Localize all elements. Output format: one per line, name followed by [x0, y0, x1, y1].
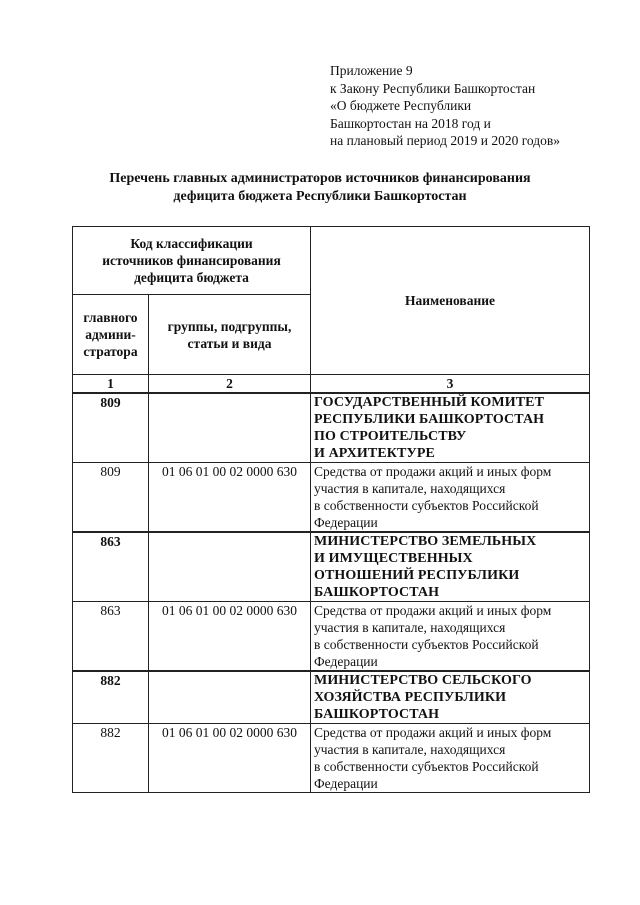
classification-code	[149, 393, 311, 463]
agency-name	[311, 671, 590, 724]
name-line: участия в капитале, находящихся	[314, 742, 506, 757]
header-row-top	[73, 227, 590, 295]
classification-code	[149, 532, 311, 602]
administrators-table	[72, 226, 590, 793]
column-number-row	[73, 375, 590, 394]
name-line: РЕСПУБЛИКИ БАШКОРТОСТАН	[314, 412, 545, 427]
header-line: источников финансирования	[102, 253, 281, 268]
name-line: БАШКОРТОСТАН	[314, 585, 440, 600]
name-line: ХОЗЯЙСТВА РЕСПУБЛИКИ	[314, 690, 507, 705]
source-name	[311, 463, 590, 533]
name-line: в собственности субъектов Российской	[314, 637, 539, 652]
table-row	[73, 463, 590, 533]
admin-code: 882	[73, 724, 149, 793]
classification-code-header	[73, 227, 311, 295]
table-row	[73, 724, 590, 793]
name-line: И АРХИТЕКТУРЕ	[314, 446, 435, 461]
appendix-line: Приложение 9	[330, 63, 413, 78]
header-line: статьи и вида	[187, 335, 272, 351]
appendix-line: «О бюджете Республики	[330, 98, 472, 113]
title-line: дефицита бюджета Республики Башкортостан	[173, 189, 467, 204]
name-line: участия в капитале, находящихся	[314, 481, 506, 496]
column-number: 3	[311, 375, 590, 394]
name-line: БАШКОРТОСТАН	[314, 707, 440, 722]
name-line: И ИМУЩЕСТВЕННЫХ	[314, 551, 473, 566]
name-line: ОТНОШЕНИЙ РЕСПУБЛИКИ	[314, 568, 520, 583]
header-line: стратора	[83, 344, 138, 359]
code-header	[149, 295, 311, 375]
agency-name	[311, 393, 590, 463]
name-line: Средства от продажи акций и иных форм	[314, 464, 552, 479]
appendix-line: Башкортостан на 2018 год и	[330, 115, 491, 131]
name-line: в собственности субъектов Российской	[314, 759, 539, 774]
classification-code	[149, 671, 311, 724]
admin-code: 809	[73, 393, 149, 463]
name-line: Федерации	[314, 776, 378, 791]
source-name	[311, 724, 590, 793]
table-row	[73, 393, 590, 463]
name-header: Наименование	[311, 227, 590, 375]
header-line: дефицита бюджета	[134, 270, 249, 285]
title-line: Перечень главных администраторов источников финансирования	[109, 171, 531, 186]
header-line: главного	[83, 310, 138, 325]
table-row	[73, 602, 590, 672]
source-name	[311, 602, 590, 672]
name-line: Средства от продажи акций и иных форм	[314, 603, 552, 618]
document-title	[0, 170, 640, 206]
classification-code: 01 06 01 00 02 0000 630	[149, 463, 311, 533]
admin-code: 882	[73, 671, 149, 724]
classification-code: 01 06 01 00 02 0000 630	[149, 602, 311, 672]
name-line: Средства от продажи акций и иных форм	[314, 725, 552, 740]
column-number: 1	[73, 375, 149, 394]
column-number: 2	[149, 375, 311, 394]
header-line: группы, подгруппы,	[167, 318, 292, 334]
name-line: МИНИСТЕРСТВО ЗЕМЕЛЬНЫХ	[314, 534, 537, 549]
name-line: Федерации	[314, 654, 378, 669]
name-line: МИНИСТЕРСТВО СЕЛЬСКОГО	[314, 673, 532, 688]
header-line: админи-	[85, 327, 136, 342]
table-row	[73, 671, 590, 724]
agency-name	[311, 532, 590, 602]
admin-code: 863	[73, 602, 149, 672]
classification-code: 01 06 01 00 02 0000 630	[149, 724, 311, 793]
admin-header	[73, 295, 149, 375]
header-line: Код классификации	[130, 236, 253, 251]
name-line: ПО СТРОИТЕЛЬСТВУ	[314, 429, 467, 444]
name-line: участия в капитале, находящихся	[314, 620, 506, 635]
admin-code: 809	[73, 463, 149, 533]
appendix-note	[330, 62, 630, 150]
appendix-line: к Закону Республики Башкортостан	[330, 80, 536, 96]
name-line: ГОСУДАРСТВЕННЫЙ КОМИТЕТ	[314, 395, 545, 410]
name-line: Федерации	[314, 515, 378, 530]
appendix-line: на плановый период 2019 и 2020 годов»	[330, 133, 561, 148]
admin-code: 863	[73, 532, 149, 602]
name-line: в собственности субъектов Российской	[314, 498, 539, 513]
table-row	[73, 532, 590, 602]
